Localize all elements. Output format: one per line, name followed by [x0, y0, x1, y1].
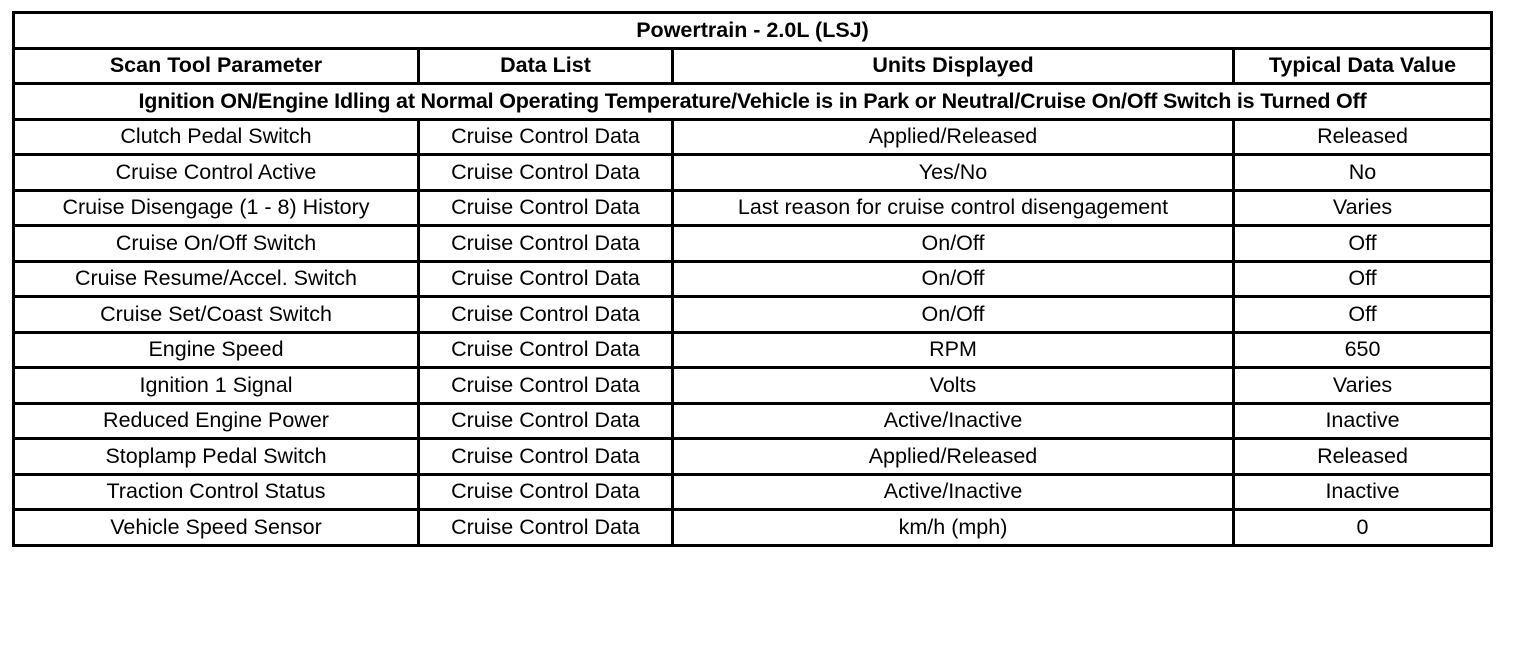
cell-scan-tool-parameter: Stoplamp Pedal Switch — [14, 439, 419, 475]
cell-units-displayed: Applied/Released — [673, 119, 1234, 155]
header-units-displayed: Units Displayed — [673, 48, 1234, 84]
cell-typical-data-value: Released — [1234, 119, 1492, 155]
scan-tool-data-table — [12, 11, 1493, 547]
table-row — [14, 226, 1492, 262]
table-row — [14, 474, 1492, 510]
table-row — [14, 119, 1492, 155]
cell-scan-tool-parameter: Reduced Engine Power — [14, 403, 419, 439]
table-row — [14, 190, 1492, 226]
cell-units-displayed: Yes/No — [673, 155, 1234, 191]
cell-units-displayed: On/Off — [673, 261, 1234, 297]
cell-scan-tool-parameter: Clutch Pedal Switch — [14, 119, 419, 155]
cell-typical-data-value: 0 — [1234, 510, 1492, 546]
table-row — [14, 332, 1492, 368]
cell-scan-tool-parameter: Traction Control Status — [14, 474, 419, 510]
cell-typical-data-value: Inactive — [1234, 403, 1492, 439]
cell-data-list: Cruise Control Data — [419, 226, 673, 262]
header-typical-data-value: Typical Data Value — [1234, 48, 1492, 84]
table-row — [14, 368, 1492, 404]
cell-typical-data-value: Released — [1234, 439, 1492, 475]
cell-data-list: Cruise Control Data — [419, 403, 673, 439]
cell-scan-tool-parameter: Engine Speed — [14, 332, 419, 368]
cell-scan-tool-parameter: Cruise Disengage (1 - 8) History — [14, 190, 419, 226]
cell-scan-tool-parameter: Cruise Resume/Accel. Switch — [14, 261, 419, 297]
table-row — [14, 510, 1492, 546]
cell-data-list: Cruise Control Data — [419, 155, 673, 191]
cell-units-displayed: Applied/Released — [673, 439, 1234, 475]
cell-scan-tool-parameter: Cruise Control Active — [14, 155, 419, 191]
cell-typical-data-value: Off — [1234, 297, 1492, 333]
cell-data-list: Cruise Control Data — [419, 297, 673, 333]
cell-units-displayed: On/Off — [673, 226, 1234, 262]
table-row — [14, 297, 1492, 333]
cell-units-displayed: km/h (mph) — [673, 510, 1234, 546]
table-row — [14, 403, 1492, 439]
cell-units-displayed: Active/Inactive — [673, 403, 1234, 439]
cell-data-list: Cruise Control Data — [419, 332, 673, 368]
cell-data-list: Cruise Control Data — [419, 439, 673, 475]
cell-data-list: Cruise Control Data — [419, 368, 673, 404]
operating-condition: Ignition ON/Engine Idling at Normal Operating Temperature/Vehicle is in Park or Neutral/Cruise On/Off Switch is Turned Off — [14, 84, 1492, 120]
cell-data-list: Cruise Control Data — [419, 510, 673, 546]
cell-units-displayed: RPM — [673, 332, 1234, 368]
condition-row — [14, 84, 1492, 120]
cell-data-list: Cruise Control Data — [419, 261, 673, 297]
table-row — [14, 439, 1492, 475]
table-header-row — [14, 48, 1492, 84]
table-row — [14, 155, 1492, 191]
cell-units-displayed: Active/Inactive — [673, 474, 1234, 510]
header-scan-tool-parameter: Scan Tool Parameter — [14, 48, 419, 84]
cell-typical-data-value: 650 — [1234, 332, 1492, 368]
table-title-row — [14, 13, 1492, 49]
header-data-list: Data List — [419, 48, 673, 84]
cell-units-displayed: On/Off — [673, 297, 1234, 333]
data-table-container — [12, 11, 1490, 547]
cell-scan-tool-parameter: Cruise Set/Coast Switch — [14, 297, 419, 333]
cell-data-list: Cruise Control Data — [419, 119, 673, 155]
cell-typical-data-value: Off — [1234, 261, 1492, 297]
cell-units-displayed: Volts — [673, 368, 1234, 404]
cell-units-displayed: Last reason for cruise control disengagement — [673, 190, 1234, 226]
table-row — [14, 261, 1492, 297]
cell-typical-data-value: Inactive — [1234, 474, 1492, 510]
cell-scan-tool-parameter: Vehicle Speed Sensor — [14, 510, 419, 546]
cell-typical-data-value: No — [1234, 155, 1492, 191]
cell-typical-data-value: Varies — [1234, 190, 1492, 226]
table-title: Powertrain - 2.0L (LSJ) — [14, 13, 1492, 49]
cell-data-list: Cruise Control Data — [419, 474, 673, 510]
cell-typical-data-value: Off — [1234, 226, 1492, 262]
cell-data-list: Cruise Control Data — [419, 190, 673, 226]
cell-scan-tool-parameter: Ignition 1 Signal — [14, 368, 419, 404]
cell-scan-tool-parameter: Cruise On/Off Switch — [14, 226, 419, 262]
cell-typical-data-value: Varies — [1234, 368, 1492, 404]
